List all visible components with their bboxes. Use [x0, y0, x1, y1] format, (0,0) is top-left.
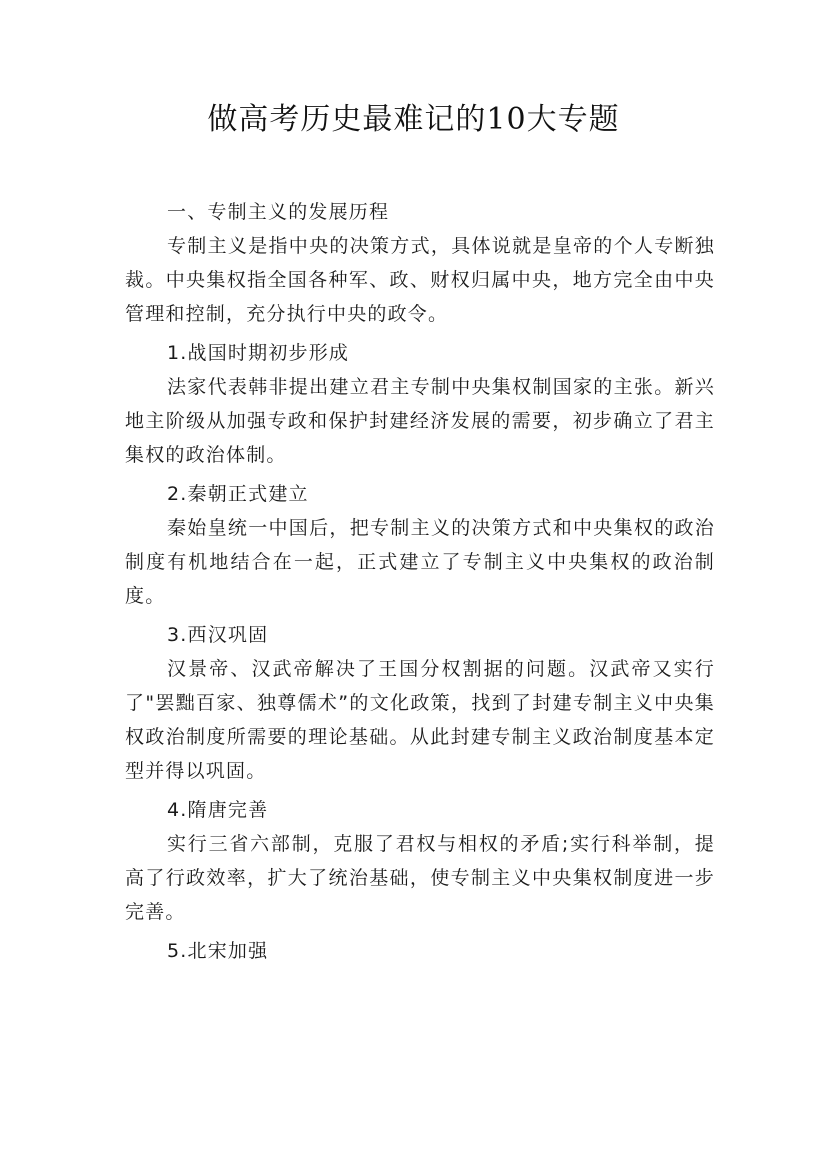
subsection-heading: 4.隋唐完善 — [167, 799, 269, 821]
paragraph: 专制主义是指中央的决策方式，具体说就是皇帝的个人专断独裁。中央集权指全国各种军、政、财权归属中央，地方完全由中央管理和控制，充分执行中央的政令。 — [125, 235, 715, 325]
section-heading: 一、专制主义的发展历程 — [167, 201, 390, 223]
document-title: 做高考历史最难记的10大专题 — [207, 102, 620, 137]
subsection-heading: 3.西汉巩固 — [167, 624, 269, 646]
subsection-heading: 2.秦朝正式建立 — [167, 483, 309, 505]
paragraph: 法家代表韩非提出建立君主专制中央集权制国家的主张。新兴地主阶级从加强专政和保护封建经济发展的需要，初步确立了君主集权的政治体制。 — [125, 376, 715, 466]
paragraph: 汉景帝、汉武帝解决了王国分权割据的问题。汉武帝又实行了"罢黜百家、独尊儒术”的文化政策，找到了封建专制主义中央集权政治制度所需要的理论基础。从此封建专制主义政治制度基本定型并得以巩固。 — [125, 658, 715, 782]
subsection-heading: 5.北宋加强 — [167, 940, 269, 962]
subsection-heading: 1.战国时期初步形成 — [167, 342, 350, 364]
paragraph: 实行三省六部制，克服了君权与相权的矛盾;实行科举制，提高了行政效率，扩大了统治基础，使专制主义中央集权制度进一步完善。 — [125, 833, 715, 923]
document-body — [125, 195, 715, 968]
paragraph: 秦始皇统一中国后，把专制主义的决策方式和中央集权的政治制度有机地结合在一起，正式建立了专制主义中央集权的政治制度。 — [125, 517, 715, 607]
